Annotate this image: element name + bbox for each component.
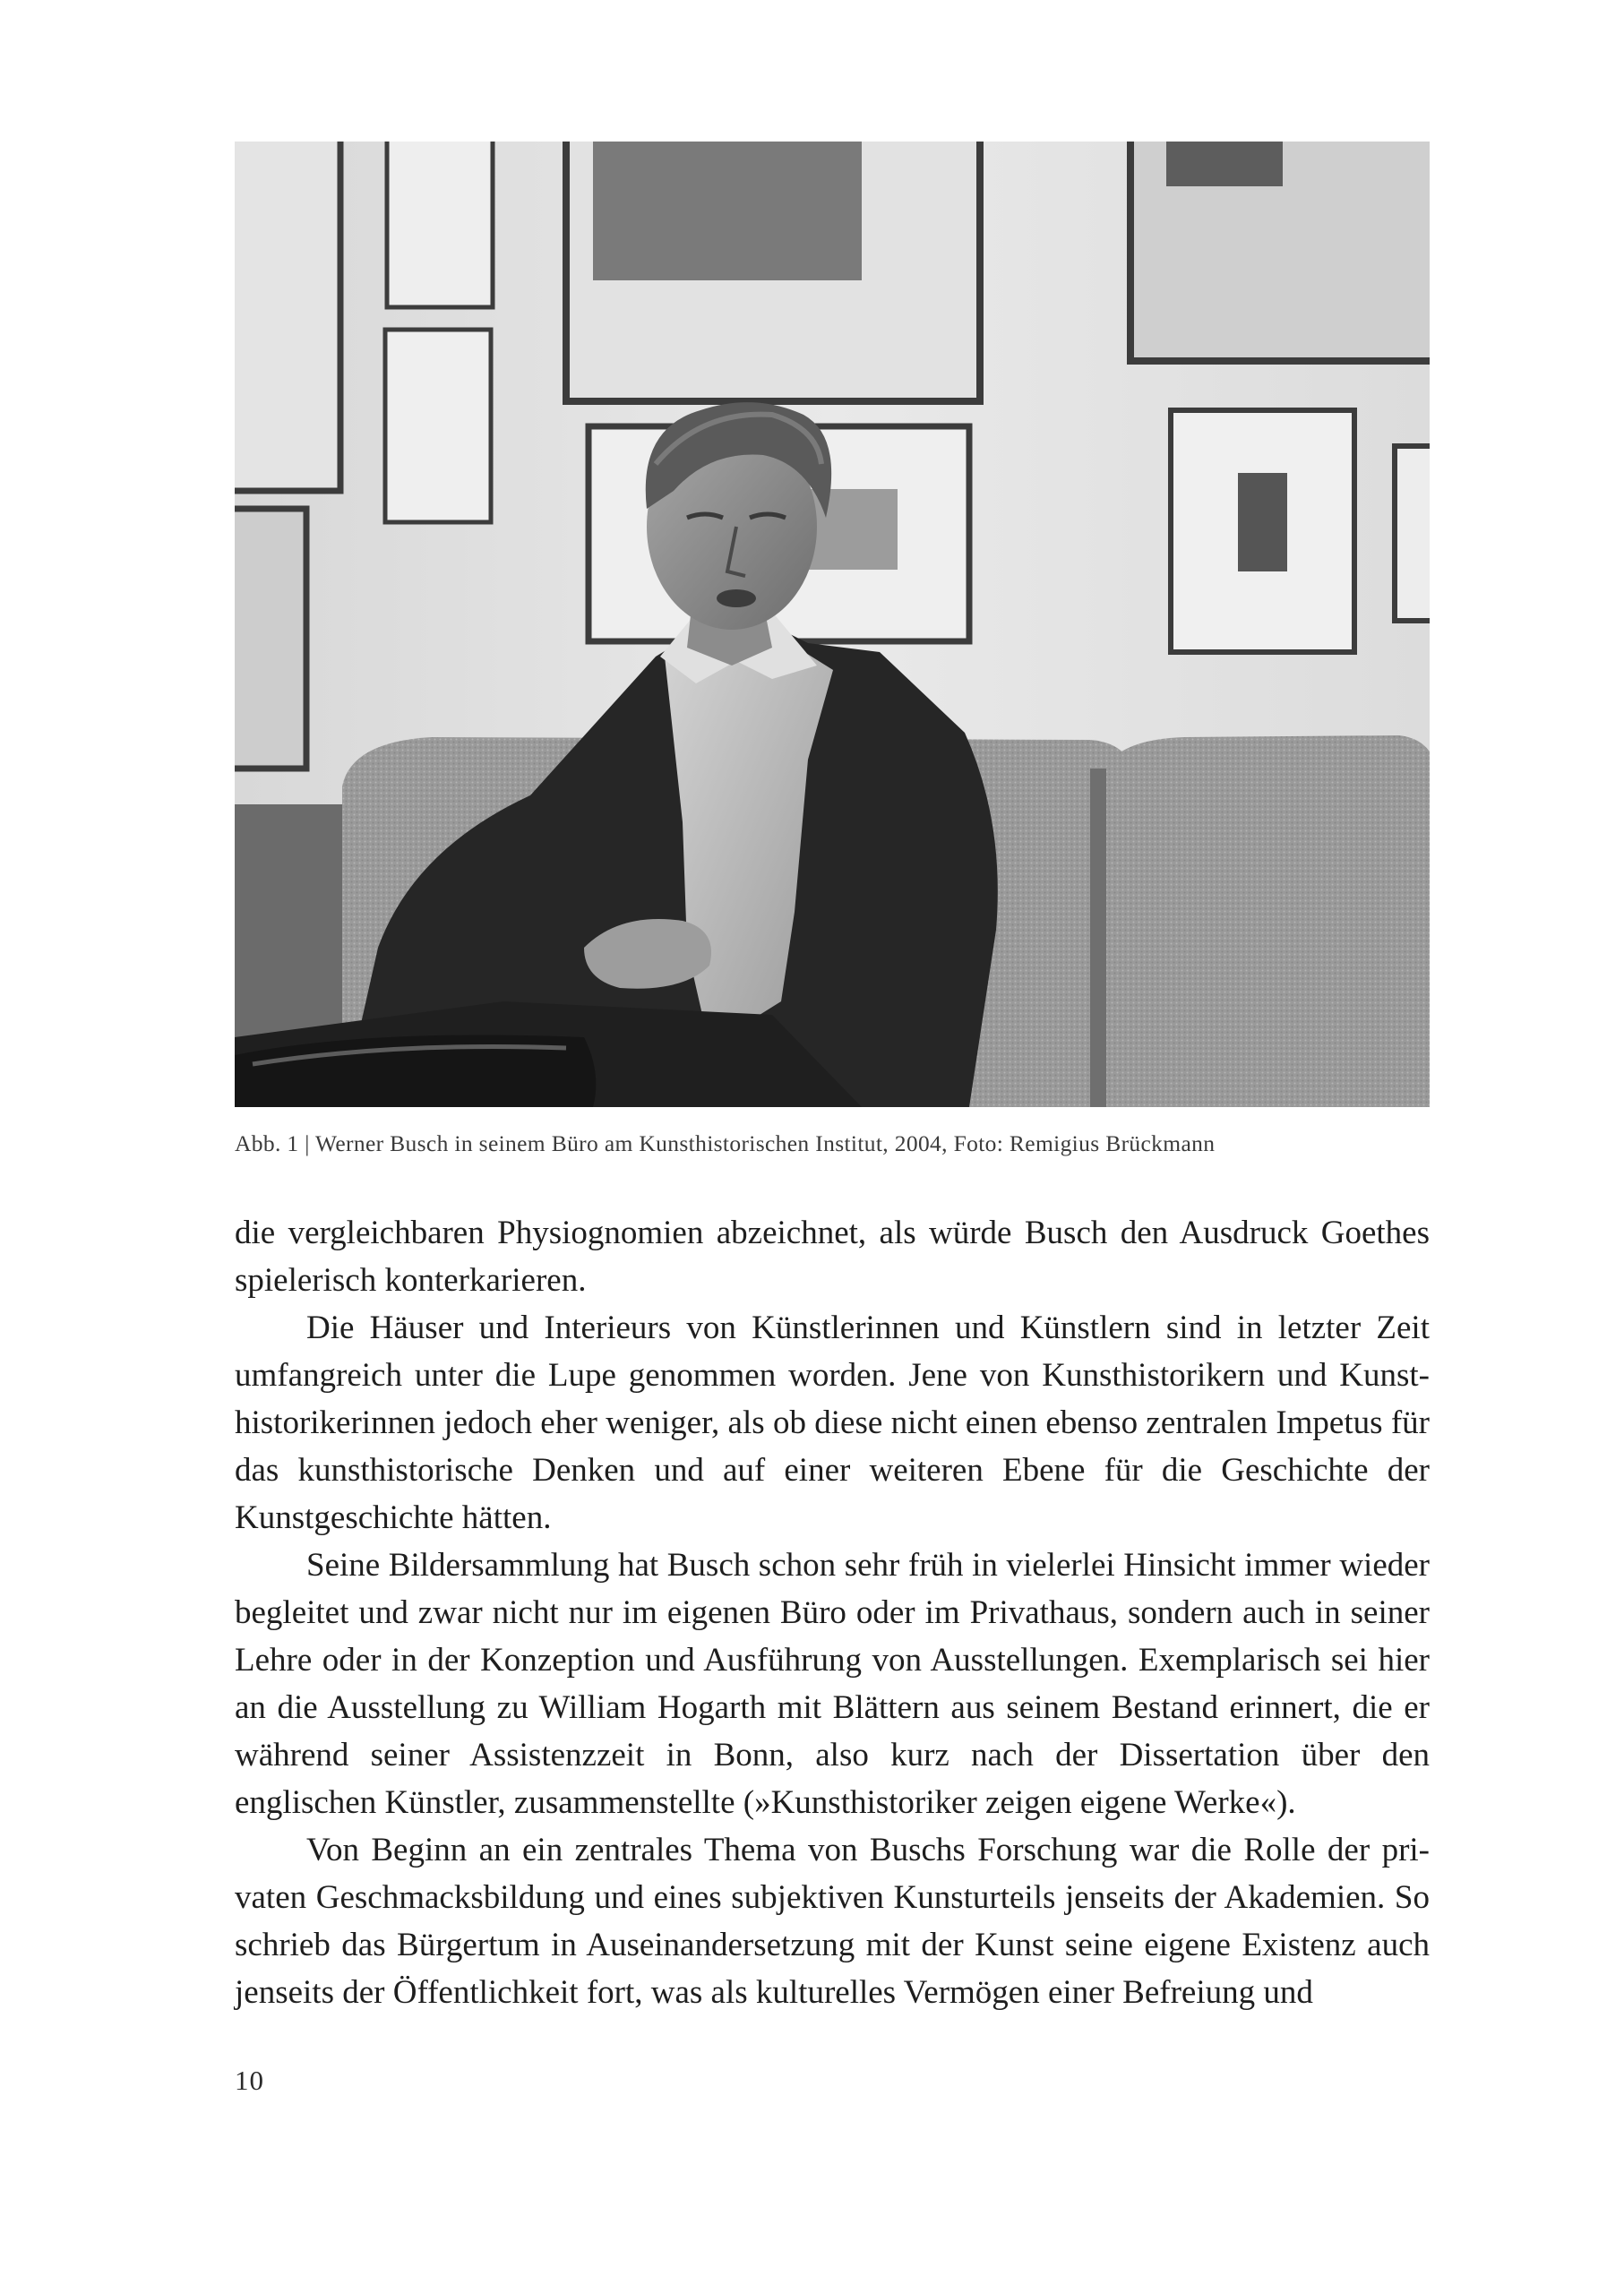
page-number: 10: [235, 2065, 264, 2096]
paragraph: Von Beginn an ein zentrales Thema von Buschs Forschung war die Rolle der privaten Geschmacksbildung und eines subjektiven Kunsturteils jenseits der Akademien. So schrieb das Bürgertum in Auseinandersetzung mit der Kunst seine eigene Existenz auch jenseits der Öffentlichkeit fort, was als kulturelles Vermögen einer Befreiung und: [235, 1832, 1430, 2011]
photo-icon: [235, 142, 1430, 1107]
figure-caption: Abb. 1 | Werner Busch in seinem Büro am Kunsthistorischen Institut, 2004, Foto: Remigius Brückmann: [235, 1130, 1216, 1156]
figure-photo: [235, 142, 1430, 1107]
paragraph: Die Häuser und Interieurs von Künstlerinnen und Künstlern sind in letzter Zeit umfangreich unter die Lupe genommen worden. Jene von Kunsthistorikern und Kunsthistorikerinnen jedoch eher weniger, als ob diese nicht einen ebenso zentralen Impetus für das kunsthistorische Denken und auf einer weiteren Ebene für die Geschichte der Kunstgeschichte hätten.: [235, 1310, 1430, 1536]
body-text: [235, 1209, 1430, 2016]
paragraph: die vergleichbaren Physiognomien abzeichnet, als würde Busch den Ausdruck Goethes spielerisch konterkarieren.: [235, 1215, 1430, 1299]
paragraph: Seine Bildersammlung hat Busch schon sehr früh in vielerlei Hinsicht immer wieder begleitet und zwar nicht nur im eigenen Büro oder im Privathaus, sondern auch in seiner Lehre oder in der Konzeption und Ausführung von Ausstellungen. Exemplarisch sei hier an die Ausstellung zu William Hogarth mit Blättern aus seinem Bestand erinnert, die er während seiner Assistenzzeit in Bonn, also kurz nach der Dissertation über den englischen Künstler, zusammenstellte (»Kunsthistoriker zeigen eigene Werke«).: [235, 1547, 1430, 1821]
